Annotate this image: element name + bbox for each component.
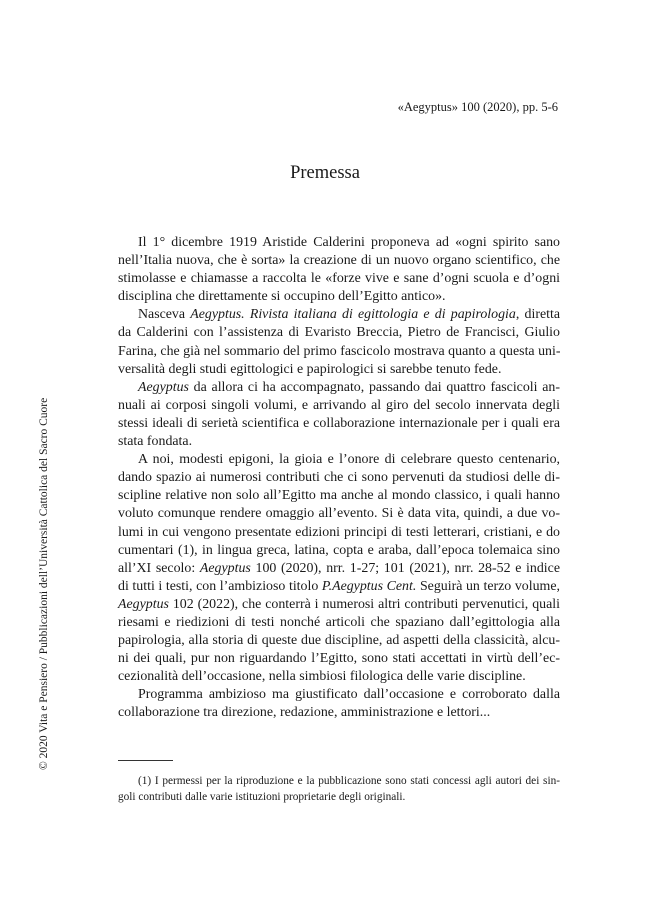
paragraph-2	[118, 306, 560, 378]
text-line: voluto comunque rendere omaggio all’evento. Si è data vita, quindi, a due vo-	[118, 506, 560, 522]
footnote-divider	[118, 760, 173, 761]
text-line: da Calderini con l’assistenza di Evaristo Breccia, Pietro de Francisci, Giulio	[118, 325, 560, 341]
body-text	[118, 234, 560, 723]
text-line: stata fondata.	[118, 434, 193, 450]
text-line: papirologia, alla storia di queste due discipline, ad aspetti della classicità, alcu-	[118, 633, 560, 649]
text-line-with-italic: Nasceva Aegyptus. Rivista italiana di egittologia e di papirologia, diretta	[138, 307, 560, 323]
text-line-with-italic: Aegyptus da allora ci ha accompagnato, passando dai quattro fascicoli an-	[138, 379, 560, 395]
footnote	[118, 774, 560, 805]
italic-title: P.Aegyptus Cent.	[321, 578, 417, 594]
text-line: cumentari (1), in lingua greca, latina, copta e araba, dall’epoca tolemaica sino	[118, 542, 560, 558]
footnote-line: (1) I permessi per la riproduzione e la pubblicazione sono stati concessi agli autori dei sin-	[138, 775, 560, 787]
running-header-citation: «Aegyptus» 100 (2020), pp. 5-6	[397, 100, 558, 114]
paragraph-4	[118, 451, 560, 686]
italic-title: Aegyptus. Rivista italiana di egittologia e di papirologia	[190, 307, 516, 323]
text-line-with-italic: di tutti i testi, con l’ambizioso titolo P.Aegyptus Cent. Seguirà un terzo volume,	[118, 578, 560, 594]
text-line: scipline relative non solo all’Egitto ma anche al mondo classico, i quali hanno	[118, 488, 560, 504]
text-line: lumi in cui vengono presentate edizioni principi di testi letterari, cristiani, e do	[118, 524, 560, 540]
italic-title: Aegyptus	[138, 379, 189, 395]
text-line: cezionalità dell’occasione, nella simbiosi filologica delle varie discipline.	[118, 669, 526, 685]
text-line: nuali ai corposi singoli volumi, e arrivando al giro del secolo innervata degli	[118, 397, 560, 413]
text-line: versalità degli studi egittologici e papirologici si sarebbe tenuto fede.	[118, 361, 502, 377]
text-line: disciplina che direttamente si occupino dell’Egitto antico».	[118, 289, 446, 305]
footnote-line: goli contributi dalle varie istituzioni proprietarie degli originali.	[118, 790, 406, 803]
paragraph-5	[118, 686, 560, 722]
text-line: stimolasse e chiamasse a raccolta le «forze vive e sane d’ogni scuola e d’ogni	[118, 271, 560, 287]
side-copyright-notice: © 2020 Vita e Pensiero / Pubblicazioni dell’Università Cattolica del Sacro Cuore	[38, 397, 50, 770]
text-line: A noi, modesti epigoni, la gioia e l’onore di celebrare questo centenario,	[138, 452, 560, 468]
text-line: Il 1° dicembre 1919 Aristide Calderini proponeva ad «ogni spirito sano	[138, 235, 560, 250]
text-line: riesami e riedizioni di testi nonché articoli che spaziano dall’egittologia alla	[118, 614, 560, 630]
page-title: Premessa	[290, 163, 360, 183]
paragraph-3	[118, 379, 560, 451]
text-line: collaborazione tra direzione, redazione, amministrazione e lettori...	[118, 705, 491, 721]
paragraph-1	[118, 234, 560, 306]
text-line: Farina, che già nel sommario del primo fascicolo mostrava quanto a questa uni-	[118, 343, 561, 359]
italic-title: Aegyptus	[199, 560, 251, 576]
text-line: nell’Italia nuova, che è sorta» la creazione di un nuovo organo scientifico, che	[118, 253, 560, 269]
text-line: dando spazio ai numerosi contributi che ci sono pervenuti da studiosi delle di-	[118, 470, 560, 486]
text-line: stessi ideali di serietà scientifica e collaborazione internazionale per i quali era	[118, 415, 560, 431]
italic-title: Aegyptus	[118, 596, 169, 612]
text-line-with-italic: all’XI secolo: Aegyptus 100 (2020), nrr. 1-27; 101 (2021), nrr. 28-52 e indice	[118, 560, 560, 576]
text-line-with-italic: Aegyptus 102 (2022), che conterrà i numerosi altri contributi pervenutici, quali	[118, 596, 560, 612]
text-line: ni dei quali, pur non riguardando l’Egitto, sono stati accettati in virtù dell’ec-	[118, 651, 560, 667]
text-line: Programma ambizioso ma giustificato dall’occasione e corroborato dalla	[138, 687, 560, 703]
